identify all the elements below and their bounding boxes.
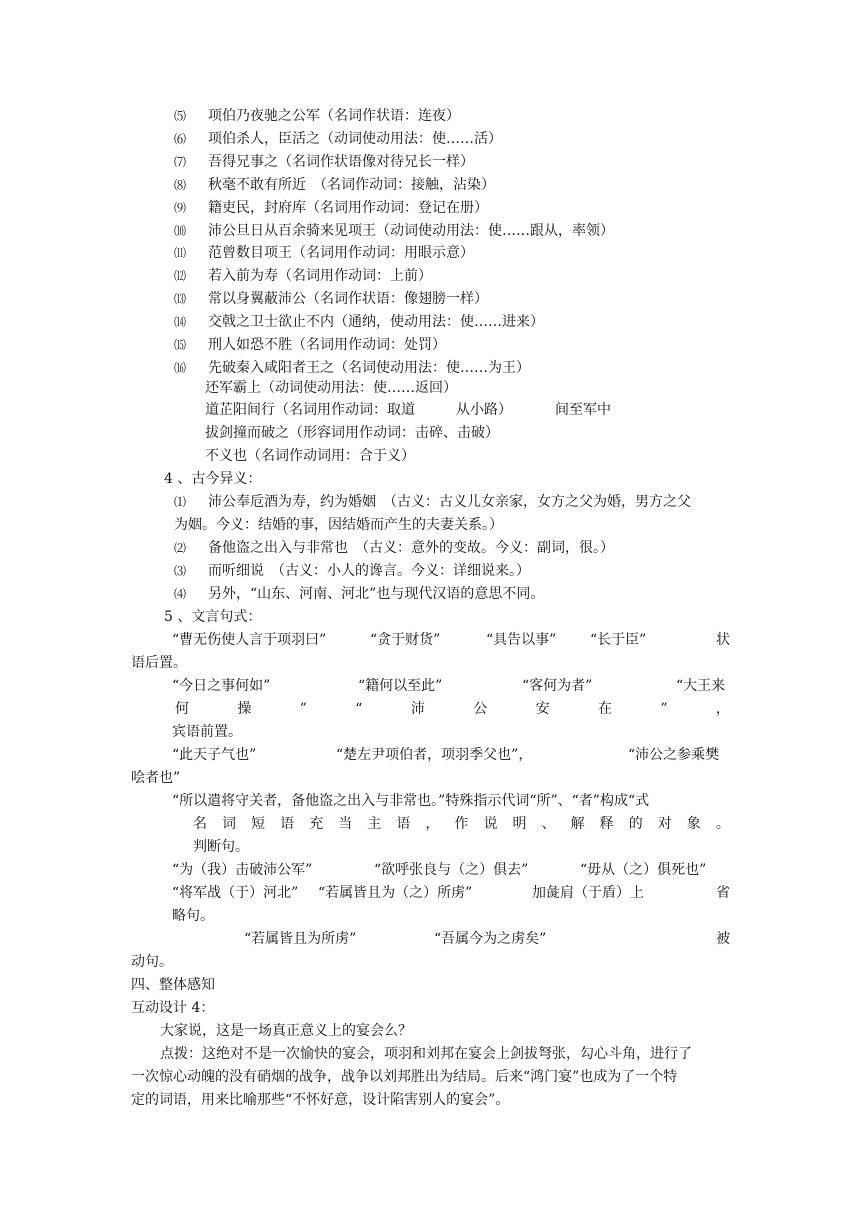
item-number: ⒃ bbox=[174, 360, 187, 375]
item-text: 另外，“山东、河南、河北”也与现代汉语的意思不同。 bbox=[208, 586, 545, 602]
character: 的 bbox=[628, 816, 643, 832]
text-fragment: 省 bbox=[716, 885, 730, 901]
character: ” bbox=[660, 701, 668, 717]
item-text: 常以身翼蔽沛公（名词作状语：像翅膀一样） bbox=[208, 291, 488, 308]
item-number: ⑽ bbox=[174, 223, 187, 238]
item-number: ⒁ bbox=[174, 315, 187, 330]
list-item bbox=[174, 289, 488, 309]
character: 在 bbox=[597, 701, 612, 717]
character: 明 bbox=[512, 816, 527, 832]
example-sentence: “若属皆且为所虏” bbox=[244, 931, 357, 947]
sub-item-part: 从小路） bbox=[456, 402, 512, 418]
item-text: 交戟之卫士欲止不内（通纳，使动用法：使……进来） bbox=[208, 314, 544, 331]
character: 充 bbox=[309, 816, 324, 832]
item-text: 范曾数目项王（名词用作动词：用眼示意） bbox=[208, 245, 474, 262]
text-fragment: 状 bbox=[716, 632, 730, 648]
example-sentence: “籍何以至此” bbox=[358, 678, 443, 694]
character: ” bbox=[299, 701, 307, 717]
item-text: 籍吏民，封府库（名词用作动词：登记在册） bbox=[208, 199, 488, 216]
design-label: 互动设计 4： bbox=[131, 1000, 215, 1016]
item-number: ⒂ bbox=[174, 338, 187, 352]
sub-item: 不义也（名词作动词用：合于义） bbox=[205, 448, 415, 464]
example-sentence: “大王来 bbox=[676, 678, 726, 694]
item-number: ⑹ bbox=[174, 131, 187, 146]
item-number: ⑿ bbox=[174, 269, 187, 284]
list-item bbox=[174, 584, 544, 604]
text-fragment: 被 bbox=[716, 931, 730, 947]
list-item bbox=[174, 243, 474, 263]
example-sentence: 加彘肩（于盾）上 bbox=[532, 885, 644, 901]
sub-item: 拔剑撞而破之（形容词用作动词：击碎、击破） bbox=[205, 425, 499, 441]
item-text: 秋毫不敢有所近 （名词作动词：接触，沾染） bbox=[208, 176, 495, 193]
character: 象 bbox=[686, 816, 701, 832]
justified-line bbox=[193, 814, 730, 834]
example-sentence: “此天子气也” bbox=[172, 747, 257, 763]
list-item bbox=[174, 492, 691, 512]
list-item bbox=[174, 221, 614, 241]
character: 何 bbox=[175, 701, 189, 717]
section-heading: 四、整体感知 bbox=[131, 977, 215, 993]
example-sentence: “今日之事何如” bbox=[172, 678, 271, 694]
list-item bbox=[174, 266, 432, 286]
list-item bbox=[174, 175, 495, 195]
sentence-type: 宾语前置。 bbox=[172, 724, 242, 740]
sub-item bbox=[205, 400, 625, 420]
example-sentence: “为（我）击破沛公军” bbox=[172, 862, 313, 878]
example-sentence: “所以遣将守关者，备他盗之出入与非常也。”特殊指示代词“所”、“者”构成“式 bbox=[172, 793, 650, 809]
item-text: 沛公奉卮酒为寿，约为婚姻 （古义：古义儿女亲家，女方之父为婚，男方之父 bbox=[208, 494, 691, 510]
question-text: 大家说，这是一场真正意义上的宴会么？ bbox=[160, 1023, 412, 1039]
list-item bbox=[174, 538, 614, 558]
example-sentence: “客何为者” bbox=[522, 678, 593, 694]
section-heading: 4 、古今异义： bbox=[164, 471, 262, 487]
item-number: ⑴ bbox=[174, 495, 187, 509]
character: 语 bbox=[396, 816, 411, 832]
list-item bbox=[174, 312, 544, 332]
character: ， bbox=[715, 701, 730, 717]
item-text: 若入前为寿（名词用作动词：上前） bbox=[208, 268, 432, 285]
item-text: 刑人如恐不胜（名词用作动词：处罚） bbox=[208, 337, 446, 353]
character: 。 bbox=[715, 816, 730, 832]
sentence-type: 判断句。 bbox=[193, 839, 249, 855]
character: 说 bbox=[483, 816, 498, 832]
paragraph-line: 点拨：这绝对不是一次愉快的宴会，项羽和刘邦在宴会上剑拔弩张，勾心斗角，进行了 bbox=[160, 1046, 692, 1062]
character: 语 bbox=[280, 816, 295, 832]
item-text: 先破秦入咸阳者王之（名词使动用法：使……为王） bbox=[208, 359, 530, 376]
justified-line bbox=[175, 699, 730, 719]
character: 安 bbox=[535, 701, 550, 717]
item-number: ⑶ bbox=[174, 564, 187, 578]
sub-item-part: 道芷阳间行（名词用作动词：取道 bbox=[205, 402, 415, 418]
example-sentence: “具告以事” bbox=[486, 632, 557, 648]
item-number: ⑻ bbox=[174, 177, 187, 192]
example-sentence: “若属皆且为（之）所虏” bbox=[318, 885, 473, 901]
item-number: ⑺ bbox=[174, 154, 187, 169]
item-text: 而听细说 （古义：小人的谗言。今义：详细说来。） bbox=[208, 563, 530, 579]
list-item bbox=[174, 358, 530, 378]
character: 主 bbox=[367, 816, 382, 832]
item-text: 项伯乃夜驰之公军（名词作状语：连夜） bbox=[208, 108, 460, 124]
sentence-type: 语后置。 bbox=[131, 655, 187, 671]
sentence-type: 略句。 bbox=[172, 908, 214, 924]
list-item bbox=[174, 129, 502, 149]
item-number: ⑷ bbox=[174, 587, 187, 601]
example-sentence: “欲呼张良与（之）俱去” bbox=[374, 862, 529, 878]
example-sentence: “吾属今为之虏矣” bbox=[434, 931, 547, 947]
character: 公 bbox=[473, 701, 488, 717]
character: 对 bbox=[657, 816, 672, 832]
example-sentence: “沛公之参乘樊 bbox=[628, 747, 720, 763]
item-number: ⒀ bbox=[174, 292, 187, 307]
character: 解 bbox=[570, 816, 585, 832]
example-sentence: “贪于财货” bbox=[370, 632, 441, 648]
character: ， bbox=[425, 816, 440, 832]
section-heading: 5 、文言句式： bbox=[164, 609, 262, 625]
list-item bbox=[174, 152, 474, 172]
list-item bbox=[174, 106, 460, 126]
item-text: 项伯杀人，臣活之（动词使动用法：使……活） bbox=[208, 130, 502, 147]
item-continuation: 为姻。今义：结婚的事，因结婚而产生的夫妻关系。） bbox=[174, 517, 503, 533]
character: 词 bbox=[222, 816, 237, 832]
example-sentence: “曹无伤使人言于项羽曰” bbox=[172, 632, 327, 648]
example-sentence-continuation: 哙者也” bbox=[131, 770, 181, 786]
example-sentence: “将军战（于）河北” bbox=[172, 885, 299, 901]
paragraph-line: 一次惊心动魄的没有硝烟的战争，战争以刘邦胜出为结局。后来“鸿门宴”也成为了一个特 bbox=[131, 1069, 678, 1085]
list-item bbox=[174, 335, 446, 355]
character: 名 bbox=[193, 816, 207, 832]
character: 沛 bbox=[410, 701, 425, 717]
character: 操 bbox=[237, 701, 252, 717]
item-text: 吾得兄事之（名词作状语像对待兄长一样） bbox=[208, 153, 474, 170]
paragraph-line: 定的词语，用来比喻那些“不怀好意，设计陷害别人的宴会”。 bbox=[131, 1092, 510, 1108]
item-number: ⑾ bbox=[174, 246, 187, 261]
sentence-type: 动句。 bbox=[131, 954, 173, 970]
sub-item-part: 间至军中 bbox=[555, 402, 611, 418]
item-number: ⑵ bbox=[174, 541, 187, 555]
character: “ bbox=[355, 701, 363, 717]
example-sentence: “毋从（之）俱死也” bbox=[580, 862, 707, 878]
example-sentence: “楚左尹项伯者，项羽季父也”， bbox=[336, 747, 533, 763]
item-number: ⑸ bbox=[174, 109, 187, 123]
character: 、 bbox=[541, 816, 556, 832]
character: 释 bbox=[599, 816, 614, 832]
character: 当 bbox=[338, 816, 353, 832]
item-text: 备他盗之出入与非常也 （古义：意外的变故。今义：副词，很。） bbox=[208, 540, 614, 556]
list-item bbox=[174, 198, 488, 218]
sub-item: 还军霸上（动词使动用法：使……返回） bbox=[205, 380, 457, 396]
item-text: 沛公旦日从百余骑来见项王（动词使动用法：使……跟从，率领） bbox=[208, 222, 614, 239]
example-sentence: “长于臣” bbox=[590, 632, 647, 648]
list-item bbox=[174, 561, 530, 581]
character: 作 bbox=[454, 816, 469, 832]
character: 短 bbox=[251, 816, 266, 832]
item-number: ⑼ bbox=[174, 200, 187, 215]
